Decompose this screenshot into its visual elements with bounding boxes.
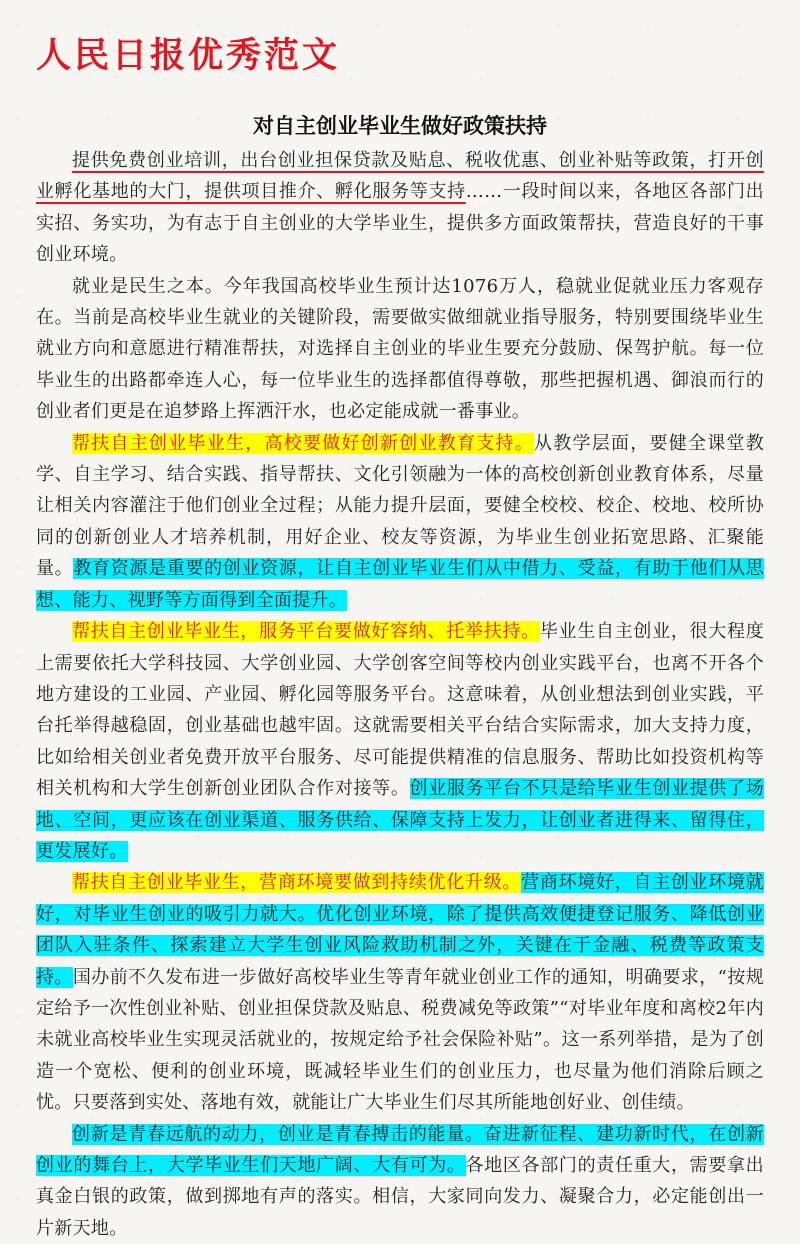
paragraph-text: 国办前不久发布进一步做好高校毕业生等青年就业创业工作的通知，明确要求，“按规定给予一次性创业补贴、创业担保贷款及贴息、税费减免等政策”“对毕业年度和离校2年内未就业高校毕业生实现灵活就业的，按规定给予社会保险补贴”。这一系列举措，是为了创造一个宽松、便利的创业环境，既减轻毕业生们的创业压力，也尽量为他们消除后顾之忧。只要落到实处、落地有效，就能让广大毕业生们尽其所能地创好业、创佳绩。 [36,966,764,1114]
paragraph-platform [36,616,764,867]
paragraph-education [36,428,764,616]
article-title: 对自主创业毕业生做好政策扶持 [253,114,547,138]
paragraph-environment [36,867,764,1118]
paragraph-text: 毕业生自主创业，很大程度上需要依托大学科技园、大学创业园、大学创客空间等校内创业实践平台，也离不开各个地方建设的工业园、产业园、孵化园等服务平台。这意味着，从创业想法到创业实践，平台托举得越稳固，创业基础也越牢固。这就需要相关平台结合实际需求，加大支持力度，比如给相关创业者免费开放平台服务、尽可能提供精准的信息服务、帮助比如投资机构等相关机构和大学生创新创业团队合作对接等。 [36,621,764,800]
paragraph-conclusion [36,1119,764,1244]
paragraph-text: ……一段时间以来，各地区各部门出实招、务实功，为有志于自主创业的大学毕业生，提供多方面政策帮扶，营造良好的干事创业环境。 [36,181,764,266]
paragraph-text: 从教学层面，要健全课堂教学、自主学习、结合实践、指导帮扶、文化引领融为一体的高校创新创业教育体系，尽量让相关内容灌注于他们创业全过程；从能力提升层面，要健全校校、校企、校地、校所协同的创新创业人才培养机制，用好企业、校友等资源，为毕业生创业拓宽思路、汇聚能量。 [36,432,764,580]
key-sentence-highlight: 创业服务平台不只是给毕业生创业提供了场地、空间，更应该在创业渠道、服务供给、保障支持上发力，让创业者进得来、留得住，更发展好。 [36,778,765,862]
key-sentence-highlight: 创新是青春远航的动力，创业是青春搏击的能量。奋进新征程、建功新时代，在创新创业的舞台上，大学毕业生们天地广阔、大有可为。 [36,1123,764,1176]
section-heading-highlight: 帮扶自主创业毕业生，高校要做好创新创业教育支持。 [72,432,534,454]
section-heading-highlight: 帮扶自主创业毕业生，营商环境要做到持续优化升级。 [72,872,522,894]
brand-title: 人民日报优秀范文 [36,36,341,76]
section-heading-highlight: 帮扶自主创业毕业生，服务平台要做好容纳、托举扶持。 [72,621,540,643]
paragraph-intro [36,145,764,271]
key-sentence-highlight: 营商环境好，自主创业环境就好，对毕业生创业的吸引力就大。优化创业环境，除了提供高效便捷登记服务、降低创业团队入驻条件、探索建立大学生创业风险救助机制之外，关键在于金融、税费等政策支持。 [36,872,764,988]
underlined-lead: 提供免费创业培训，出台创业担保贷款及贴息、税收优惠、创业补贴等政策，打开创业孵化基地的大门，提供项目推介、孵化服务等支持 [36,150,764,203]
paragraph-text: 各地区各部门的责任重大，需要拿出真金白银的政策，做到掷地有声的落实。相信，大家同向发力、凝聚合力，必定能创出一片新天地。 [36,1155,764,1239]
article-body [36,145,764,1244]
key-sentence-highlight: 教育资源是重要的创业资源，让自主创业毕业生们从中借力、受益，有助于他们从思想、能力、视野等方面得到全面提升。 [36,558,764,611]
paragraph-background [36,271,764,428]
paragraph-text: 就业是民生之本。今年我国高校毕业生预计达1076万人，稳就业促就业压力客观存在。当前是高校毕业生就业的关键阶段，需要做实做细就业指导服务，特别要围绕毕业生就业方向和意愿进行精准帮扶，对选择自主创业的毕业生要充分鼓励、保驾护航。每一位毕业生的出路都牵连人心，每一位毕业生的选择都值得尊敬，那些把握机遇、御浪而行的创业者们更是在追梦路上挥洒汗水，也必定能成就一番事业。 [36,275,764,423]
